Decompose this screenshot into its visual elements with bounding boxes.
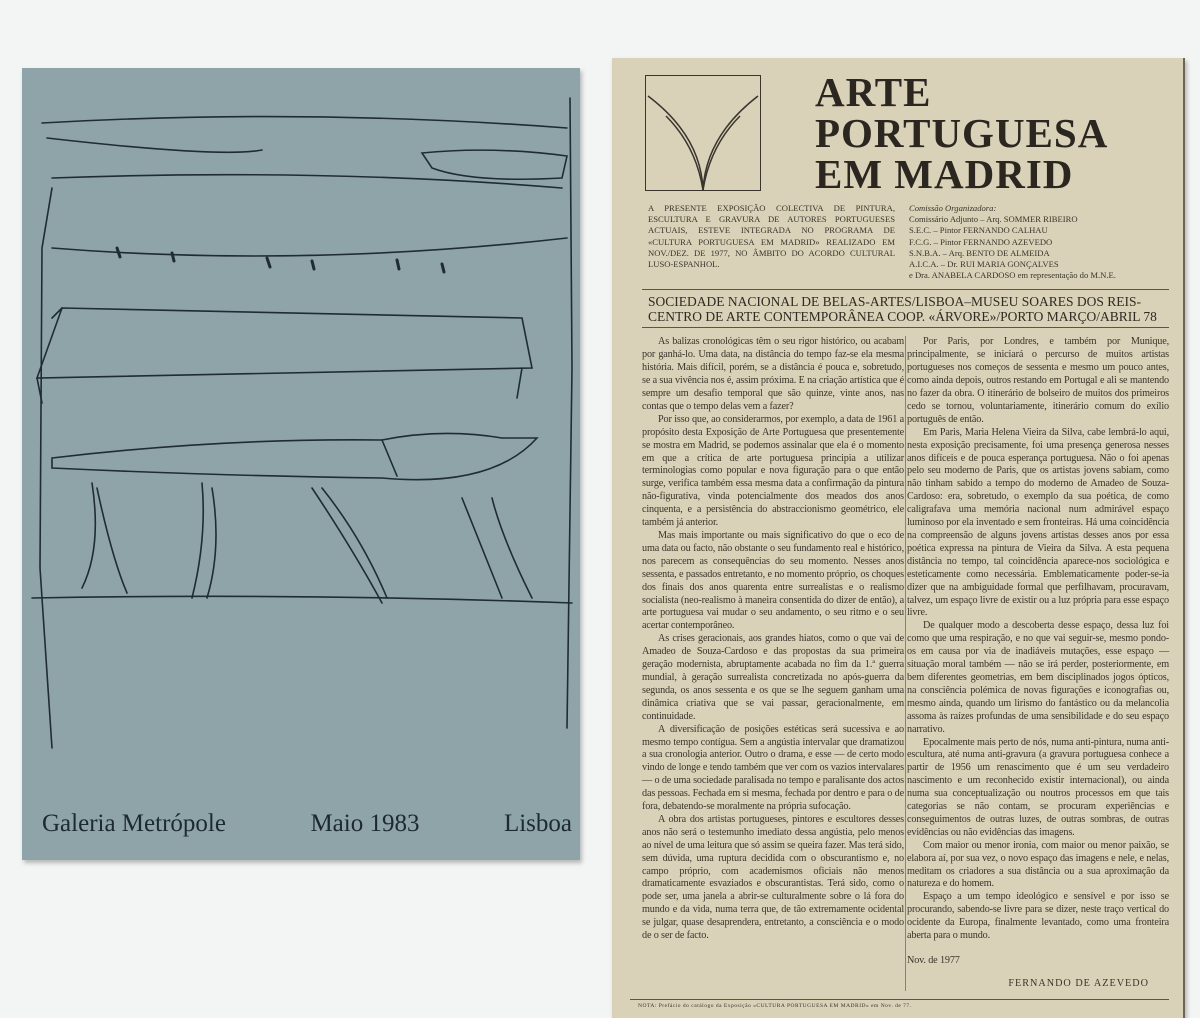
paragraph: A obra dos artistas portugueses, pintores e escultores desses anos não será o testemunho imediato dessa angústia, pelo menos ao nível de uma leitura que só assim se queira fazer. Mas terá sido, sem dúvida, uma ruptura decidida com o obscurantismo e, no campo próprio, com academismos oficiais não menos dramaticamente esvaziados e obscurantistas. Terá sido, como o pode ser, uma janela a abrir-se culturalmente sobre o lá fora do mundo e da vida, numa terra que, de tão extremamente ocidental se julgar, quase desaprendera, entretanto, a consciência e o modo de o ser de facto.	[642, 813, 904, 942]
paragraph: Mas mais importante ou mais significativo do que o eco de uma data ou facto, não obstante o seu fundamento real e histórico, nos parecem as consequências do seu momento. Nesses anos sessenta, e passados entretanto, e no momento próprio, os choques dos finais dos anos quarenta entre surrealistas e o realismo socialista (neo-realismo à maneira consentida do dizer de então), a arte portuguesa vai mudar o seu andamento, o seu ritmo e o seu acertar contemporâneo.	[642, 530, 904, 632]
leaflet-info	[630, 203, 1169, 281]
organizing-committee	[909, 203, 1169, 281]
title-line: EM MADRID	[815, 151, 1074, 197]
paragraph: A diversificação de posições estéticas será sucessiva e ao mesmo tempo contígua. Sem a angústia intervalar que dramatizou a sua cronologia anterior. Outro o drama, e esse — de certo modo vindo de longe e tendo também que ver com os vazios intervalares — o de uma sociedade paralisada no tempo e paralisante dos actos das pessoas. Fechada em si mesma, fechada por dentro e para o de fora, debatendo-se moralmente na própria sufocação.	[642, 723, 904, 813]
text-column-left	[642, 336, 904, 990]
title-line: ARTE	[815, 69, 932, 115]
tree-logo-icon	[645, 75, 761, 191]
paragraph: Em Paris, Maria Helena Vieira da Silva, cabe lembrá-lo aqui, nesta exposição precisamente, foi uma presença generosa nesses anos difíceis e de pouca esperança portuguesa. Não o foi apenas pelo seu moderno de Paris, que os artistas jovens sabiam, como não tinham sabido a tempo do moderno de Amadeo de Souza-Cardoso: era, sobretudo, o exemplo da sua poética, de como caligrafava uma memória nacional num admirável espaço luminoso por ela inventado e sem fronteiras. Há uma coincidência na compreensão de alguns jovens artistas desses anos por essa poética expressa na pintura de Vieira da Silva. A esta pequena distância no tempo, tal coincidência aparece-nos sociológica e esteticamente como necessária. Emblematicamente poder-se-ia dizer que na ambiguidade formal que perfilhavam, procuravam, talvez, um espaço livre de existir ou a luz própria para esse espaço livre.	[907, 426, 1169, 619]
committee-member: e Dra. ANABELA CARDOSO em representação do M.N.E.	[909, 270, 1116, 281]
exhibition-catalogue-cover	[22, 68, 580, 860]
paragraph: As balizas cronológicas têm o seu rigor histórico, ou acabam por ganhá-lo. Uma data, na distância do tempo faz-se ela mesma história. Mais difícil, porém, se a distância é pouca e, sobretudo, se a sua vivência nos é, assim próxima. E na criação artística que é sempre um desafio temporal que são quinze, vinte anos, nas contas que o tempo delas vem a fazer?	[642, 336, 904, 412]
paragraph: As crises geracionais, aos grandes hiatos, como o que vai de Amadeo de Souza-Cardoso e das propostas da sua primeira geração modernista, abruptamente acabada no fim da 1.ª guerra mundial, à geração surrealista concretizada no após-guerra da segunda, os anos sessenta e os que se lhe seguem ganham uma dinâmica criativa que se vai passar, geracionalmente, em continuidade.	[642, 633, 904, 722]
committee-member: A.I.C.A. – Dr. RUI MARIA GONÇALVES	[909, 259, 1059, 270]
committee-member: S.N.B.A. – Arq. BENTO DE ALMEIDA	[909, 247, 1050, 258]
leaflet-title	[815, 69, 1109, 197]
committee-member: Comissário Adjunto – Arq. SOMMER RIBEIRO	[909, 214, 1078, 225]
banner-line: CENTRO DE ARTE CONTEMPORÂNEA COOP. «ÁRVORE»/PORTO MARÇO/ABRIL 78	[648, 309, 1157, 325]
paragraph: Epocalmente mais perto de nós, numa anti-pintura, numa anti-escultura, até numa anti-gravura (a gravura portuguesa conhece a partir de 1956 um renascimento que é um seu verdadeiro nascimento e um reconhecido existir internacional), ou ainda numa sua conceptualização ou noutros processos em que tais categorias se não contam, se procuram experiências e conseguimentos de outras luzes, de outras sombras, de outras evidências ou não evidências das imagens.	[907, 736, 1169, 838]
cover-drawing	[22, 68, 580, 860]
column-divider	[905, 336, 906, 990]
text-column-right	[907, 336, 1169, 990]
gallery-name: Galeria Metrópole	[42, 810, 226, 837]
committee-member: F.C.G. – Pintor FERNANDO AZEVEDO	[909, 236, 1053, 247]
paragraph: Espaço a um tempo ideológico e sensível e por isso se procurando, sabendo-se livre para se dizer, neste traço vertical do ocidente da Europa, finalmente levantado, como uma fronteira aberta para o mundo.	[907, 891, 1169, 942]
leaflet-body	[642, 336, 1169, 990]
footer-note: NOTA: Prefácio do catálogo da Exposição «CULTURA PORTUGUESA EM MADRID» em Nov. de 77.	[638, 1002, 912, 1009]
intro-text: A PRESENTE EXPOSIÇÃO COLECTIVA DE PINTURA, ESCULTURA E GRAVURA DE AUTORES PORTUGUESES ACTUAIS, ESTEVE INTEGRADA NO PROGRAMA DE «CULTURA PORTUGUESA EM MADRID» REALIZADO EM NOV./DEZ. DE 1977, NO ÂMBITO DO ACORDO CULTURAL LUSO-ESPANHOL.	[648, 203, 895, 270]
paragraph: Por Paris, por Londres, e também por Munique, principalmente, se iniciará o percurso de muitos artistas portugueses nos começos de sessenta e mesmo um pouco antes, como ainda depois, outros restando em Portugal e ali se mantendo no fazer da obra. O itinerário de bolseiro de muitos dos primeiros cedo se tornou, voluntariamente, itinerário comum do exílio português de então.	[907, 336, 1169, 425]
committee-heading: Comissão Organizadora:	[909, 203, 997, 213]
exhibition-date: Maio 1983	[310, 810, 420, 837]
author-signature: FERNANDO DE AZEVEDO	[1008, 977, 1149, 989]
footer-rule	[630, 999, 1169, 1000]
leaflet-header	[630, 69, 1169, 197]
cover-caption	[42, 810, 572, 838]
text-date: Nov. de 1977	[907, 955, 960, 967]
venues-banner	[642, 289, 1169, 328]
city-name: Lisboa	[503, 810, 572, 837]
exhibition-leaflet	[612, 58, 1185, 1018]
paragraph: Com maior ou menor ironia, com maior ou menor paixão, se elabora aí, por sua vez, o novo espaço das imagens e nele, e nelas, meditam os criadores a sua distância ou a sua aproximação da natureza e do homem.	[907, 839, 1169, 890]
title-line: PORTUGUESA	[815, 110, 1109, 156]
paragraph: Por isso que, ao considerarmos, por exemplo, a data de 1961 a propósito desta Exposição de Arte Portuguesa que presentemente se mostra em Madrid, se podemos assinalar que ela é o momento em que a crítica de arte portuguesa principia a utilizar terminologias como popular e nova figuração para o que então surge, verifica também essa mesma data a confirmação da pintura não-figurativa, vinda potencialmente dos meados dos anos cinquenta, e a persistência do abstraccionismo geométrico, ele também já anterior.	[642, 413, 904, 529]
committee-member: S.E.C. – Pintor FERNANDO CALHAU	[909, 225, 1048, 236]
banner-line: SOCIEDADE NACIONAL DE BELAS-ARTES/LISBOA–MUSEU SOARES DOS REIS-	[648, 294, 1141, 310]
paragraph: De qualquer modo a descoberta desse espaço, dessa luz foi como que uma respiração, e no que vai seguir-se, mesmo pondo-os em causa por via de inadiáveis mutações, esse espaço — situação moral também — não se irá perder, posteriormente, em bem diferentes geometrias, em bem disciplinados jogos ópticos, na consciência polémica de novas figurações e iconografias ou, mesmo ainda, quando um lirismo do fantástico ou da melancolia assoma às raízes profundas de uma sensibilidade e do seu espaço narrativo.	[907, 620, 1169, 735]
